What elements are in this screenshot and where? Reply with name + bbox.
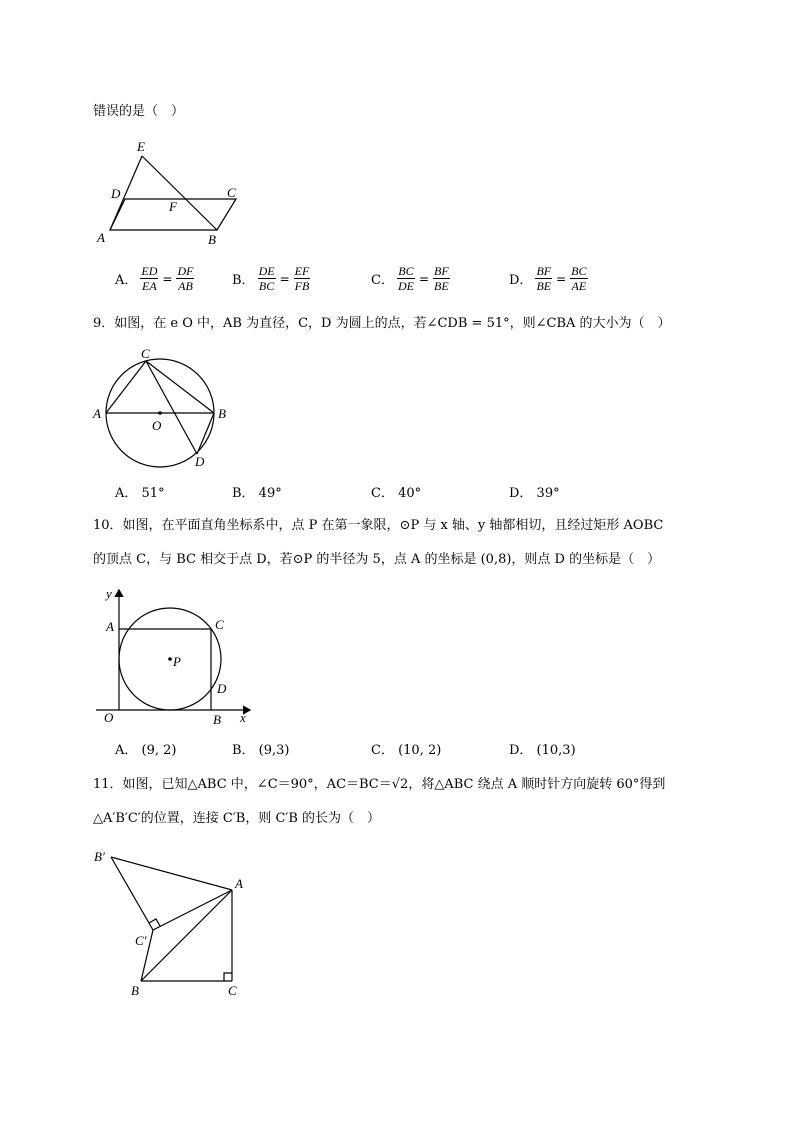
q10-option-d[interactable]: D． (10,3) (509, 743, 576, 758)
q11-stem-line2: △A′B′C′的位置，连接 C′B，则 C′B 的长为（ ） (93, 811, 381, 826)
q11-stem-line1: 11．如图，已知△ABC 中，∠C＝90°，AC＝BC＝√2，将△ABC 绕点 A 顺时针方向旋转 60°得到 (93, 777, 666, 792)
q9-option-a[interactable]: A． 51° (115, 486, 165, 501)
q10-label-b: B (213, 712, 221, 727)
q10-stem-line1: 10．如图，在平面直角坐标系中，点 P 在第一象限，⊙P 与 x 轴、y 轴都相切，且经过矩形 AOBC (93, 518, 664, 533)
q9-option-d[interactable]: D． 39° (509, 486, 560, 501)
q11-label-c-prime: C′ (135, 933, 147, 948)
q10-label-o: O (104, 710, 114, 725)
q11-line-b1c1 (111, 857, 153, 930)
q11-line-ab (141, 890, 232, 981)
q10-option-b[interactable]: B． (9,3) (232, 743, 290, 758)
q10-option-c[interactable]: C． (10, 2) (371, 743, 442, 758)
q9-option-b[interactable]: B． 49° (232, 486, 282, 501)
q8-label-a: A (97, 230, 105, 245)
q10-stem-line2: 的顶点 C，与 BC 相交于点 D，若⊙P 的半径为 5，点 A 的坐标是 (0,8)，则点 D 的坐标是（ ） (93, 552, 661, 567)
q10-label-c: C (215, 617, 224, 632)
q8-label-b: B (208, 232, 216, 247)
q11-line-b1a (111, 857, 232, 890)
q10-label-a: A (106, 619, 114, 634)
q10-label-p: P (173, 654, 181, 669)
q8-label-d: D (111, 186, 121, 201)
q8-label-c: C (227, 185, 236, 200)
q10-option-a[interactable]: A． (9, 2) (115, 743, 177, 758)
q11-label-c: C (228, 983, 237, 998)
q9-label-a: A (93, 406, 101, 421)
q8-option-c[interactable]: C． $\frac{BC}{DE}$ = $\frac{BF}{BE}$ (371, 264, 449, 293)
q9-label-o: O (152, 418, 162, 433)
q8-label-e: E (137, 139, 145, 154)
q11-right-angle-c (224, 973, 232, 981)
q10-label-d: D (217, 681, 227, 696)
q9-label-b: B (218, 406, 226, 421)
q11-line-c1a (153, 890, 232, 930)
q9-label-c: C (141, 346, 150, 361)
q9-option-c[interactable]: C． 40° (371, 486, 422, 501)
q10-label-y: y (106, 586, 112, 601)
q9-stem: 9．如图，在 e O 中，AB 为直径，C，D 为圆上的点，若∠CDB = 51°，则∠CBA 的大小为（ ） (93, 316, 671, 331)
q8-option-d[interactable]: D． $\frac{BF}{BE}$ = $\frac{BC}{AE}$ (509, 264, 587, 293)
q8-label-f: F (169, 199, 177, 214)
q11-label-a: A (235, 876, 243, 891)
q8-stem-tail: 错误的是（ ） (93, 104, 185, 119)
q9-label-d: D (195, 454, 205, 469)
q11-label-b: B (131, 983, 139, 998)
q8-option-b[interactable]: B． $\frac{DE}{BC}$ = $\frac{EF}{FB}$ (232, 264, 310, 293)
q8-option-a[interactable]: A． $\frac{ED}{EA}$ = $\frac{DF}{AB}$ (115, 264, 194, 293)
q11-label-b-prime: B′ (94, 849, 105, 864)
q10-label-x: x (240, 710, 246, 725)
